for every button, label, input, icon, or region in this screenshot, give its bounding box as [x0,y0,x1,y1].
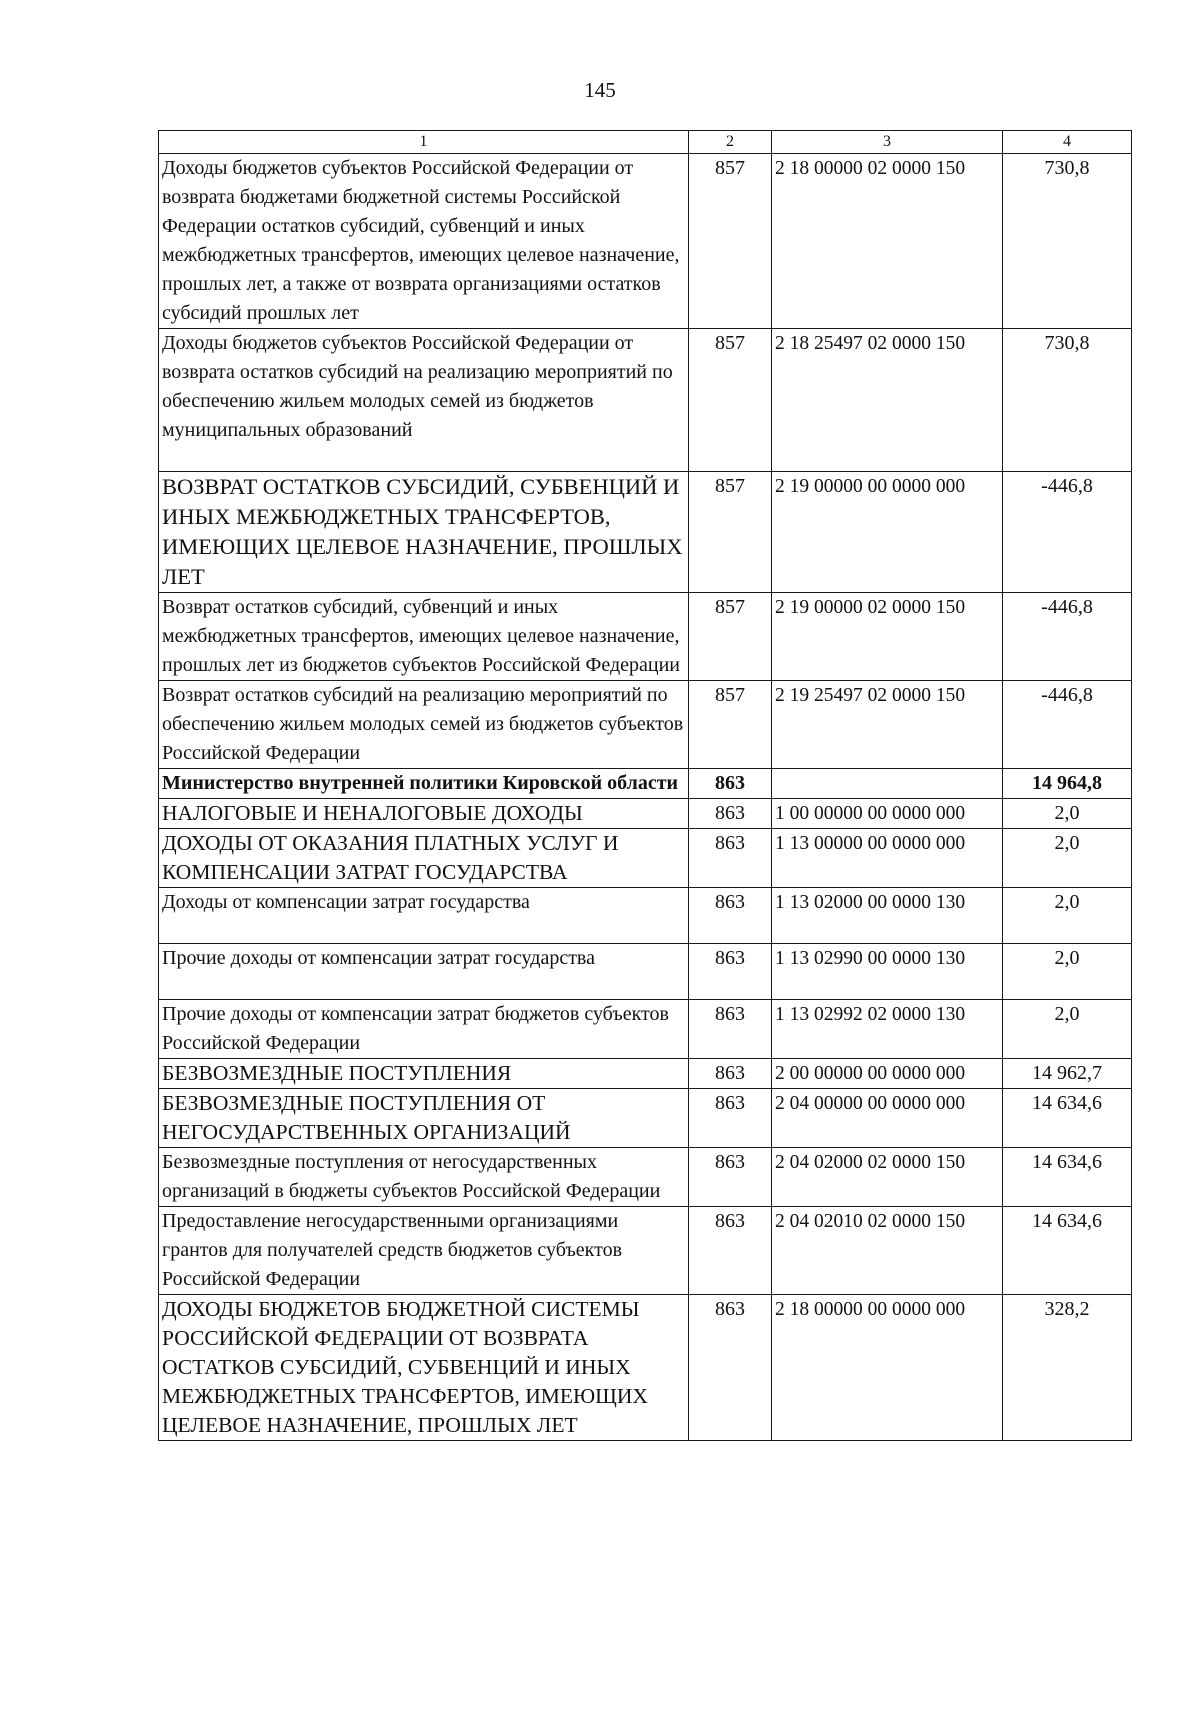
row-amount: -446,8 [1003,593,1132,681]
table-row [159,799,1132,829]
row-amount: 730,8 [1003,329,1132,472]
header-col-4: 4 [1003,131,1132,154]
row-admin-code: 863 [689,769,772,799]
row-name: Доходы бюджетов субъектов Российской Федерации от возврата остатков субсидий на реализацию мероприятий по обеспечению жильем молодых семей из бюджетов муниципальных образований [159,329,689,472]
row-admin-code: 857 [689,154,772,329]
row-budget-code: 1 13 02000 00 0000 130 [772,888,1003,944]
table-row [159,1295,1132,1441]
row-amount: -446,8 [1003,472,1132,593]
row-budget-code: 2 04 02010 02 0000 150 [772,1207,1003,1295]
table-row [159,1089,1132,1148]
row-amount: 328,2 [1003,1295,1132,1441]
row-admin-code: 857 [689,329,772,472]
row-amount: 730,8 [1003,154,1132,329]
row-amount: 2,0 [1003,888,1132,944]
row-budget-code: 1 13 02990 00 0000 130 [772,944,1003,1000]
budget-revenue-table [158,130,1132,1441]
row-amount: 14 634,6 [1003,1207,1132,1295]
table-row [159,154,1132,329]
row-budget-code: 1 00 00000 00 0000 000 [772,799,1003,829]
row-admin-code: 863 [689,888,772,944]
row-admin-code: 863 [689,1148,772,1207]
row-name: БЕЗВОЗМЕЗДНЫЕ ПОСТУПЛЕНИЯ ОТ НЕГОСУДАРСТВЕННЫХ ОРГАНИЗАЦИЙ [159,1089,689,1148]
row-budget-code: 2 19 25497 02 0000 150 [772,681,1003,769]
row-budget-code [772,769,1003,799]
table-header-row [159,131,1132,154]
row-budget-code: 2 18 25497 02 0000 150 [772,329,1003,472]
row-name: Министерство внутренней политики Кировской области [159,769,689,799]
row-budget-code: 2 04 02000 02 0000 150 [772,1148,1003,1207]
row-name: Возврат остатков субсидий на реализацию мероприятий по обеспечению жильем молодых семей из бюджетов субъектов Российской Федерации [159,681,689,769]
row-name: ДОХОДЫ ОТ ОКАЗАНИЯ ПЛАТНЫХ УСЛУГ И КОМПЕНСАЦИИ ЗАТРАТ ГОСУДАРСТВА [159,829,689,888]
row-admin-code: 863 [689,1059,772,1089]
row-budget-code: 2 19 00000 00 0000 000 [772,472,1003,593]
row-budget-code: 2 04 00000 00 0000 000 [772,1089,1003,1148]
row-budget-code: 2 18 00000 02 0000 150 [772,154,1003,329]
row-name: Возврат остатков субсидий, субвенций и иных межбюджетных трансфертов, имеющих целевое назначение, прошлых лет из бюджетов субъектов Российской Федерации [159,593,689,681]
row-budget-code: 1 13 00000 00 0000 000 [772,829,1003,888]
row-name: Предоставление негосударственными организациями грантов для получателей средств бюджетов субъектов Российской Федерации [159,1207,689,1295]
header-col-3: 3 [772,131,1003,154]
row-name: Прочие доходы от компенсации затрат государства [159,944,689,1000]
row-admin-code: 863 [689,829,772,888]
page-number: 145 [584,78,616,102]
table-row [159,829,1132,888]
row-amount: -446,8 [1003,681,1132,769]
row-budget-code: 2 19 00000 02 0000 150 [772,593,1003,681]
table-row [159,769,1132,799]
row-name: ВОЗВРАТ ОСТАТКОВ СУБСИДИЙ, СУБВЕНЦИЙ И ИНЫХ МЕЖБЮДЖЕТНЫХ ТРАНСФЕРТОВ, ИМЕЮЩИХ ЦЕЛЕВОЕ НАЗНАЧЕНИЕ, ПРОШЛЫХ ЛЕТ [159,472,689,593]
table-row [159,593,1132,681]
header-col-2: 2 [689,131,772,154]
row-admin-code: 857 [689,681,772,769]
header-col-1: 1 [159,131,689,154]
row-amount: 2,0 [1003,1000,1132,1059]
row-budget-code: 2 00 00000 00 0000 000 [772,1059,1003,1089]
row-amount: 14 964,8 [1003,769,1132,799]
table-row [159,944,1132,1000]
row-budget-code: 1 13 02992 02 0000 130 [772,1000,1003,1059]
row-admin-code: 863 [689,944,772,1000]
table-row [159,1148,1132,1207]
row-amount: 2,0 [1003,799,1132,829]
table-row [159,329,1132,472]
row-amount: 14 634,6 [1003,1089,1132,1148]
table-row [159,472,1132,593]
row-name: ДОХОДЫ БЮДЖЕТОВ БЮДЖЕТНОЙ СИСТЕМЫ РОССИЙСКОЙ ФЕДЕРАЦИИ ОТ ВОЗВРАТА ОСТАТКОВ СУБСИДИЙ, СУБВЕНЦИЙ И ИНЫХ МЕЖБЮДЖЕТНЫХ ТРАНСФЕРТОВ, ИМЕЮЩИХ ЦЕЛЕВОЕ НАЗНАЧЕНИЕ, ПРОШЛЫХ ЛЕТ [159,1295,689,1441]
row-name: Безвозмездные поступления от негосударственных организаций в бюджеты субъектов Российской Федерации [159,1148,689,1207]
row-amount: 14 634,6 [1003,1148,1132,1207]
table-row [159,681,1132,769]
row-admin-code: 863 [689,799,772,829]
table-row [159,1000,1132,1059]
row-budget-code: 2 18 00000 00 0000 000 [772,1295,1003,1441]
row-admin-code: 863 [689,1295,772,1441]
row-admin-code: 857 [689,593,772,681]
row-amount: 2,0 [1003,829,1132,888]
row-amount: 14 962,7 [1003,1059,1132,1089]
row-name: НАЛОГОВЫЕ И НЕНАЛОГОВЫЕ ДОХОДЫ [159,799,689,829]
row-admin-code: 857 [689,472,772,593]
row-name: Доходы от компенсации затрат государства [159,888,689,944]
row-name: БЕЗВОЗМЕЗДНЫЕ ПОСТУПЛЕНИЯ [159,1059,689,1089]
row-admin-code: 863 [689,1089,772,1148]
row-admin-code: 863 [689,1207,772,1295]
row-name: Прочие доходы от компенсации затрат бюджетов субъектов Российской Федерации [159,1000,689,1059]
table-row [159,888,1132,944]
row-admin-code: 863 [689,1000,772,1059]
table-row [159,1207,1132,1295]
row-name: Доходы бюджетов субъектов Российской Федерации от возврата бюджетами бюджетной системы Российской Федерации остатков субсидий, субвенций и иных межбюджетных трансфертов, имеющих целевое назначение, прошлых лет, а также от возврата организациями остатков субсидий прошлых лет [159,154,689,329]
table-row [159,1059,1132,1089]
row-amount: 2,0 [1003,944,1132,1000]
